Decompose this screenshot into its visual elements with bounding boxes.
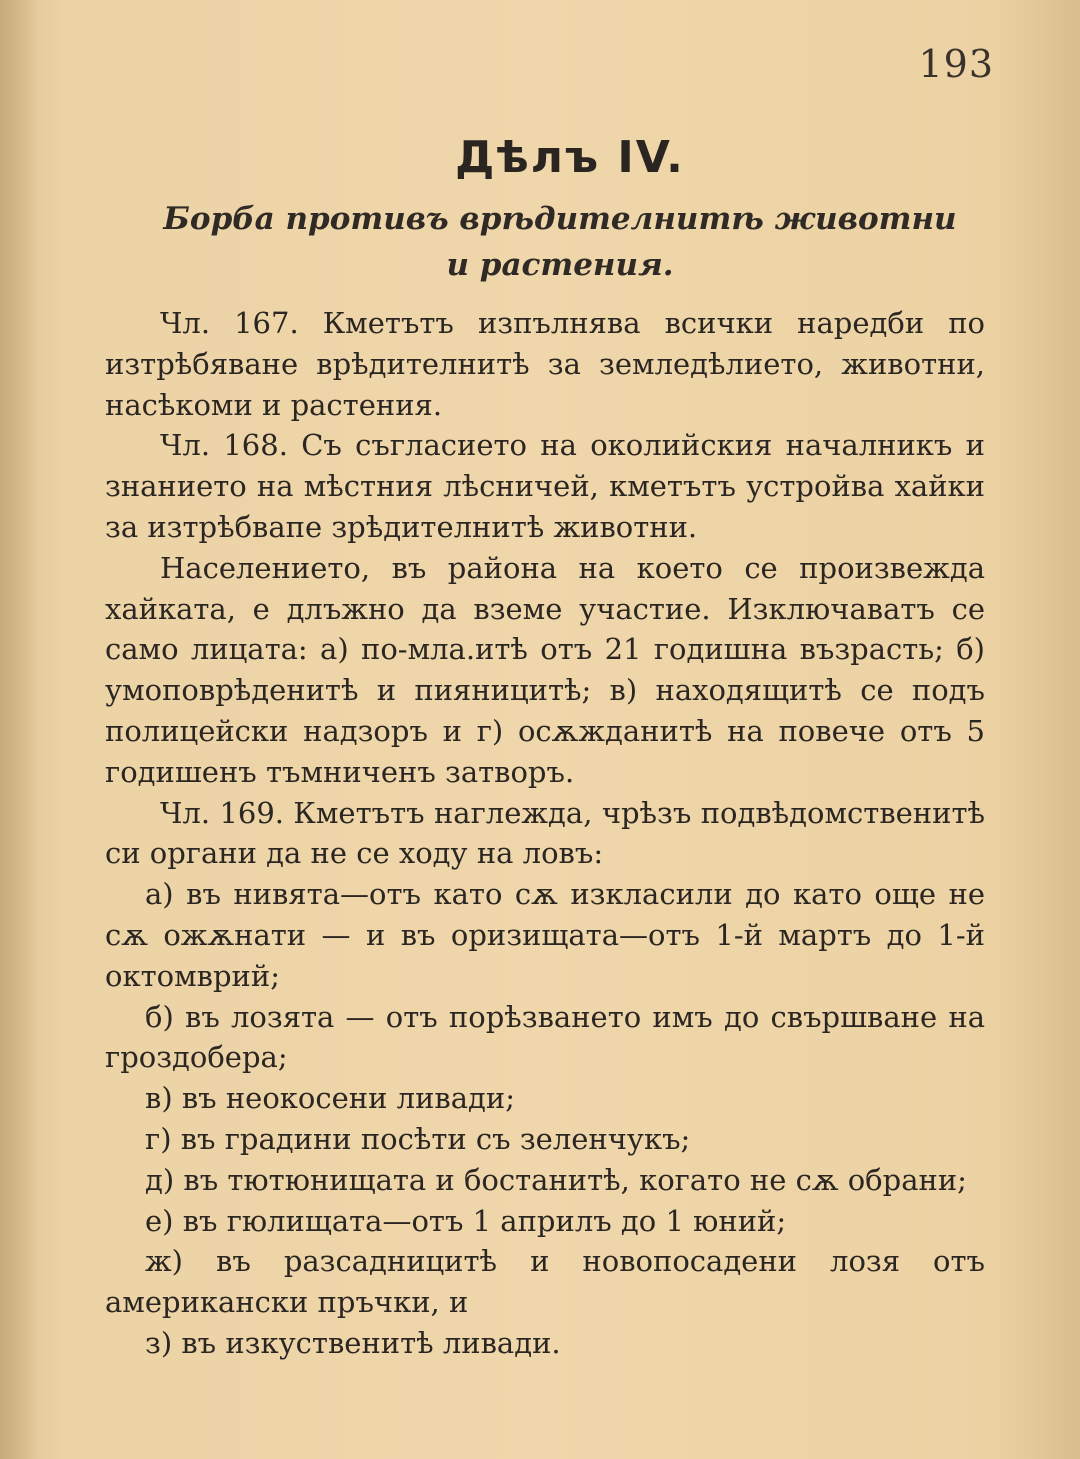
list-item: ж) въ разсадницитѣ и новопосадени лозя отъ американски пръчки, и [105, 1244, 985, 1320]
list-item: г) въ градини посѣти съ зеленчукъ; [145, 1121, 691, 1156]
list-item: а) въ нивята—отъ като сѫ изкласили до като още не сѫ ожѫнати — и въ оризищата—отъ 1-й мартъ до 1-й октомврий; [105, 877, 985, 993]
page-number: 193 [918, 42, 994, 86]
subtitle-line-1: Борба противъ врѣдителнитѣ животни [163, 201, 957, 237]
list-item: д) въ тютюнищата и бостанитѣ, когато не сѫ обрани; [145, 1162, 967, 1197]
article-167: Чл. 167. Кметътъ изпълнява всички наредби по изтрѣбяване врѣдителнитѣ за земледѣлието, животни, насѣкоми и растения. [105, 306, 985, 422]
list-item: б) въ лозята — отъ порѣзването имъ до свършване на гроздобера; [105, 999, 985, 1075]
section-subtitle [130, 196, 990, 288]
article-168-paragraph-2: Населението, въ района на което се произвежда хайката, е длъжно да вземе участие. Изключаватъ се само лицата: а) по-мла.итѣ отъ 21 годишна възрасть; б) умоповрѣденитѣ и пияницитѣ; в) находящитѣ се подъ полицейски надзоръ и г) осѫжданитѣ на повече отъ 5 годишенъ тъмниченъ затворъ. [105, 550, 985, 789]
article-169: Чл. 169. Кметътъ наглежда, чрѣзъ подвѣдомственитѣ си органи да не се ходу на ловъ: [105, 795, 985, 871]
article-body [105, 303, 985, 1364]
list-item: е) въ гюлищата—отъ 1 априлъ до 1 юний; [145, 1203, 787, 1238]
list-item: в) въ неокосени ливади; [145, 1081, 515, 1116]
page-gutter-shadow [0, 0, 38, 1459]
part-title: Дѣлъ IV. [455, 132, 685, 183]
list-item: з) въ изкуственитѣ ливади. [145, 1325, 561, 1360]
subtitle-line-2: и растения. [446, 247, 674, 283]
article-168: Чл. 168. Съ съгласието на околийския началникъ и знанието на мѣстния лѣсничей, кметътъ устройва хайки за изтрѣбвапе зрѣдителнитѣ животни. [105, 428, 985, 544]
